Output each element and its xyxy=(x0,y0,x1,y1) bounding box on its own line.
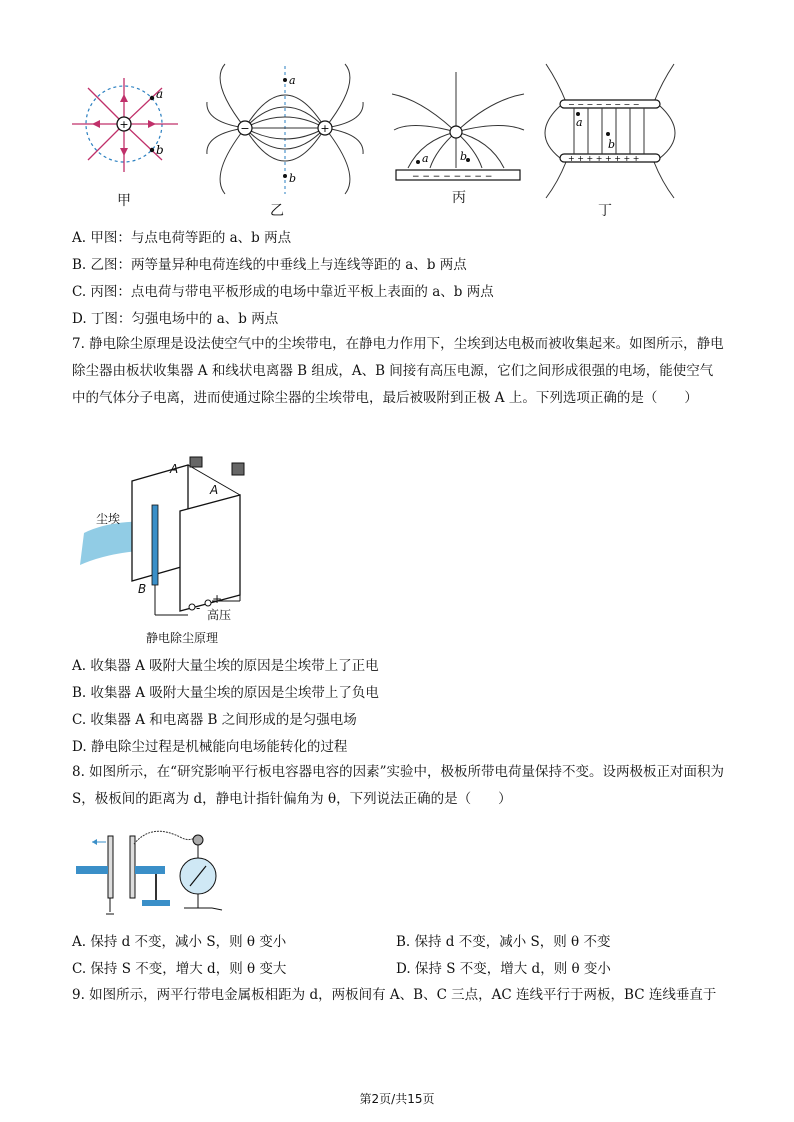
q6-option-d: D. 丁图：匀强电场中的 a、b 两点 xyxy=(72,311,279,327)
svg-text:− − − − − − − −: − − − − − − − − xyxy=(568,100,640,109)
plus-terminal-label: + xyxy=(212,592,223,606)
q6-option-b: B. 乙图：两等量异种电荷连线的中垂线上与连线等距的 a、b 两点 xyxy=(72,257,467,273)
q9-stem: 9. 如图所示，两平行带电金属板相距为 d，两板间有 A、B、C 三点，AC 连线平行于两板，BC 连线垂直于 xyxy=(72,987,717,1003)
minus-terminal-label: - xyxy=(196,601,201,615)
q8-option-c: C. 保持 S 不变，增大 d，则 θ 变大 xyxy=(72,961,287,977)
point-a-label: a xyxy=(422,152,429,165)
figure-bing xyxy=(392,70,527,186)
point-a-label: a xyxy=(289,74,296,87)
q7-option-c: C. 收集器 A 和电离器 B 之间形成的是匀强电场 xyxy=(72,712,357,728)
ionizer-b-label: B xyxy=(138,582,147,596)
q6-option-a: A. 甲图：与点电荷等距的 a、b 两点 xyxy=(72,230,292,246)
q7-stem: 7. 静电除尘原理是设法使空气中的尘埃带电，在静电力作用下，尘埃到达电极而被收集起来。如图所示，静电除尘器由板状收集器 A 和线状电离器 B 组成，A、B 间接有高压电源，它们之间形成很强的电场，能使空气中的气体分子电离，进而使通过除尘器的尘埃带电，最后被吸附到正极 A 上。下列选项正确的是（ ） xyxy=(72,336,724,406)
svg-text:− − − − − − − −: − − − − − − − − xyxy=(412,172,493,182)
collector-a-label: A xyxy=(210,483,219,497)
point-a-label: a xyxy=(156,87,164,101)
svg-text:+: + xyxy=(119,118,129,131)
figure-ding xyxy=(530,62,690,202)
dust-label: 尘埃 xyxy=(96,512,121,526)
point-b-label: b xyxy=(289,172,297,185)
q8-option-d: D. 保持 S 不变，增大 d，则 θ 变小 xyxy=(396,961,611,977)
figure-yi-caption: 乙 xyxy=(270,203,284,219)
q7-option-b: B. 收集器 A 吸附大量尘埃的原因是尘埃带上了负电 xyxy=(72,685,379,701)
q8-option-b: B. 保持 d 不变，减小 S，则 θ 不变 xyxy=(396,934,611,950)
point-a-label: a xyxy=(576,116,583,129)
figure-electrostatic-precipitator xyxy=(80,455,280,620)
q7-option-a: A. 收集器 A 吸附大量尘埃的原因是尘埃带上了正电 xyxy=(72,658,379,674)
page-footer: 第2页/共15页 xyxy=(359,1092,435,1106)
point-b-label: b xyxy=(608,138,616,151)
figure-jia xyxy=(70,78,180,188)
q7-figure-caption: 静电除尘原理 xyxy=(146,631,219,645)
svg-text:+ + + + + + + +: + + + + + + + + xyxy=(568,154,640,163)
svg-text:+: + xyxy=(320,122,330,135)
figure-jia-caption: 甲 xyxy=(117,193,131,209)
point-b-label: b xyxy=(156,143,164,157)
figure-capacitor-electroscope xyxy=(72,830,242,922)
point-b-label: b xyxy=(460,150,468,163)
q8-option-a: A. 保持 d 不变，减小 S，则 θ 变小 xyxy=(72,934,287,950)
svg-text:−: − xyxy=(240,122,250,135)
figure-yi xyxy=(205,62,365,202)
figure-ding-caption: 丁 xyxy=(598,203,612,219)
q6-option-c: C. 丙图：点电荷与带电平板形成的电场中靠近平板上表面的 a、b 两点 xyxy=(72,284,494,300)
collector-a-label-top: A xyxy=(170,462,179,476)
high-voltage-label: 高压 xyxy=(207,608,232,622)
q7-option-d: D. 静电除尘过程是机械能向电场能转化的过程 xyxy=(72,739,348,755)
figure-bing-caption: 丙 xyxy=(452,190,466,206)
q8-stem: 8. 如图所示，在“研究影响平行板电容器电容的因素”实验中，极板所带电荷量保持不变。设两极板正对面积为 S，极板间的距离为 d，静电计指针偏角为 θ，下列说法正确的是（ ） xyxy=(72,764,724,807)
